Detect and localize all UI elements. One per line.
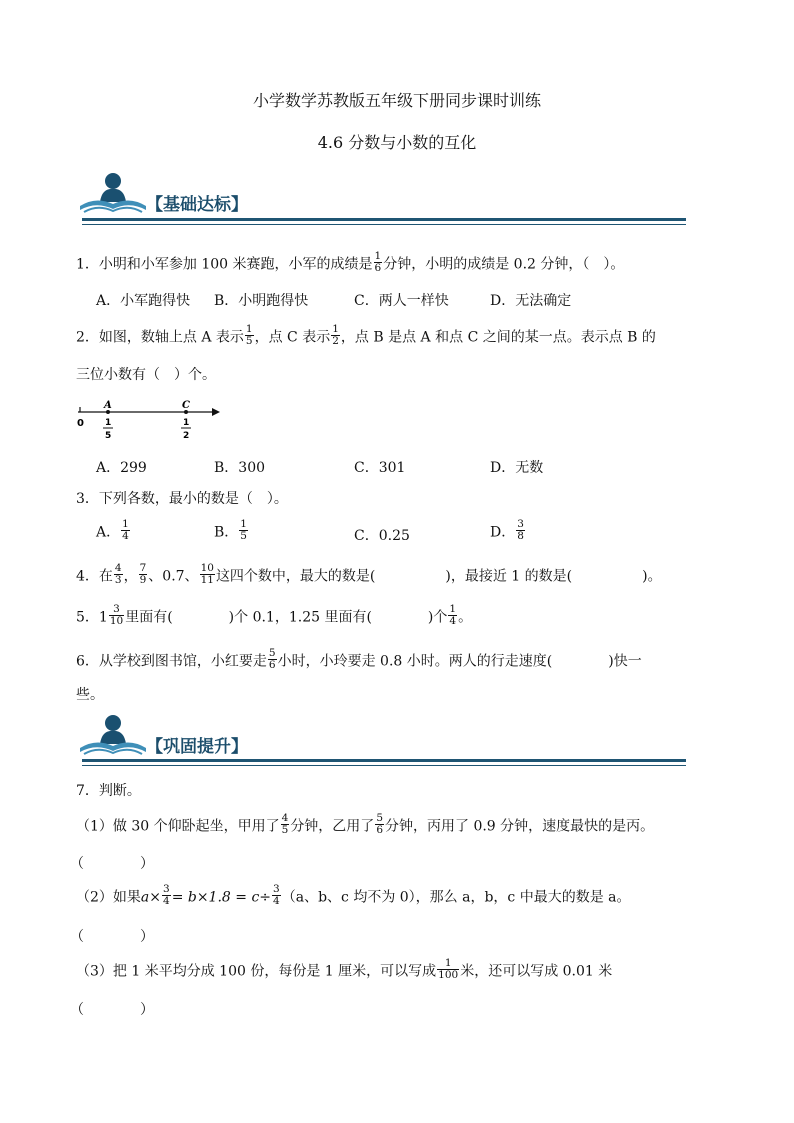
q1-option-c: C．两人一样快: [354, 293, 449, 309]
section-divider: [82, 224, 686, 225]
answer-blank: （ ）: [70, 929, 154, 945]
point-c-label: C: [182, 400, 190, 411]
question-1: 1．小明和小军参加 100 米赛跑，小军的成绩是 $\frac{1}{6}$ 分钟，小明的成绩是 0.2 分钟，（ ）。: [76, 250, 625, 274]
q3-option-a: A． $\frac{1}{4}$: [96, 518, 129, 542]
question-4: 4．在 $\frac{4}{3}$ ， $\frac{7}{9}$ 、0.7、 $\frac{10}{11}$ 这四个数中，最大的数是( )，最接近 1 的数是( )。: [76, 562, 662, 586]
question-7-3: （3）把 1 米平均分成 100 份，每份是 1 厘米，可以写成 $\frac{1}{100}$ 米，还可以写成 0.01 米: [76, 957, 613, 981]
section-advance-title: 【巩固提升】: [146, 737, 248, 757]
fraction: $\frac{1}{2}$: [332, 323, 339, 347]
number-line-figure: [74, 396, 226, 444]
fraction: $\frac{1}{6}$: [374, 250, 382, 274]
reader-logo-icon: [78, 172, 148, 216]
svg-text:2: 2: [183, 431, 190, 441]
section-divider: [82, 218, 686, 221]
reader-logo-icon: [78, 714, 148, 758]
question-6-line2: 些。: [76, 687, 104, 703]
q2-option-a: A．299: [96, 460, 147, 476]
question-3: 3．下列各数，最小的数是（ ）。: [76, 491, 288, 507]
question-7-1: （1）做 30 个仰卧起坐，甲用了 $\frac{4}{5}$ 分钟，乙用了 $\frac{5}{6}$ 分钟，丙用了 0.9 分钟，速度最快的是丙。: [76, 812, 655, 836]
q3-option-d: D． $\frac{3}{8}$: [490, 518, 524, 542]
q1-option-b: B．小明跑得快: [214, 293, 309, 309]
q1-option-d: D．无法确定: [490, 293, 572, 309]
q2-option-c: C．301: [354, 460, 406, 476]
q2-option-b: B．300: [214, 460, 266, 476]
answer-blank: （ ）: [70, 1002, 154, 1018]
section-divider: [82, 759, 686, 762]
question-5: 5．1 $\frac{3}{10}$ 里面有( )个 0.1，1.25 里面有( )个 $\frac{1}{4}$ 。: [76, 603, 473, 627]
point-a-label: A: [104, 400, 112, 411]
question-2: 2．如图，数轴上点 A 表示 $\frac{1}{5}$ ，点 C 表示 $\frac{1}{2}$ ，点 B 是点 A 和点 C 之间的某一点。表示点 B 的: [76, 323, 656, 347]
section-divider: [82, 765, 686, 766]
svg-text:5: 5: [105, 431, 112, 441]
document-title: 小学数学苏教版五年级下册同步课时训练: [252, 91, 541, 110]
question-7-title: 7．判断。: [76, 783, 141, 799]
q3-option-c: C．0.25: [354, 528, 410, 544]
svg-text:1: 1: [105, 418, 112, 428]
q3-option-b: B． $\frac{1}{5}$: [214, 518, 247, 542]
answer-blank: （ ）: [70, 856, 154, 872]
question-2-line2: 三位小数有（ ）个。: [76, 367, 216, 383]
fraction: $\frac{1}{5}$: [245, 323, 253, 347]
question-6: 6．从学校到图书馆，小红要走 $\frac{5}{6}$ 小时，小玲要走 0.8 小时。两人的行走速度( )快一: [76, 647, 642, 671]
axis-zero-label: 0: [77, 418, 84, 429]
question-7-2: （2）如果a× $\frac{3}{4}$ = b×1.8 = c÷ $\frac{3}{4}$ （a、b、c 均不为 0），那么 a，b，c 中最大的数是 a。: [76, 883, 631, 907]
svg-text:1: 1: [183, 418, 190, 428]
q1-option-a: A．小军跑得快: [96, 293, 191, 309]
section-basic-title: 【基础达标】: [146, 195, 248, 215]
lesson-title: 4.6 分数与小数的互化: [317, 133, 477, 152]
q2-option-d: D．无数: [490, 460, 544, 476]
